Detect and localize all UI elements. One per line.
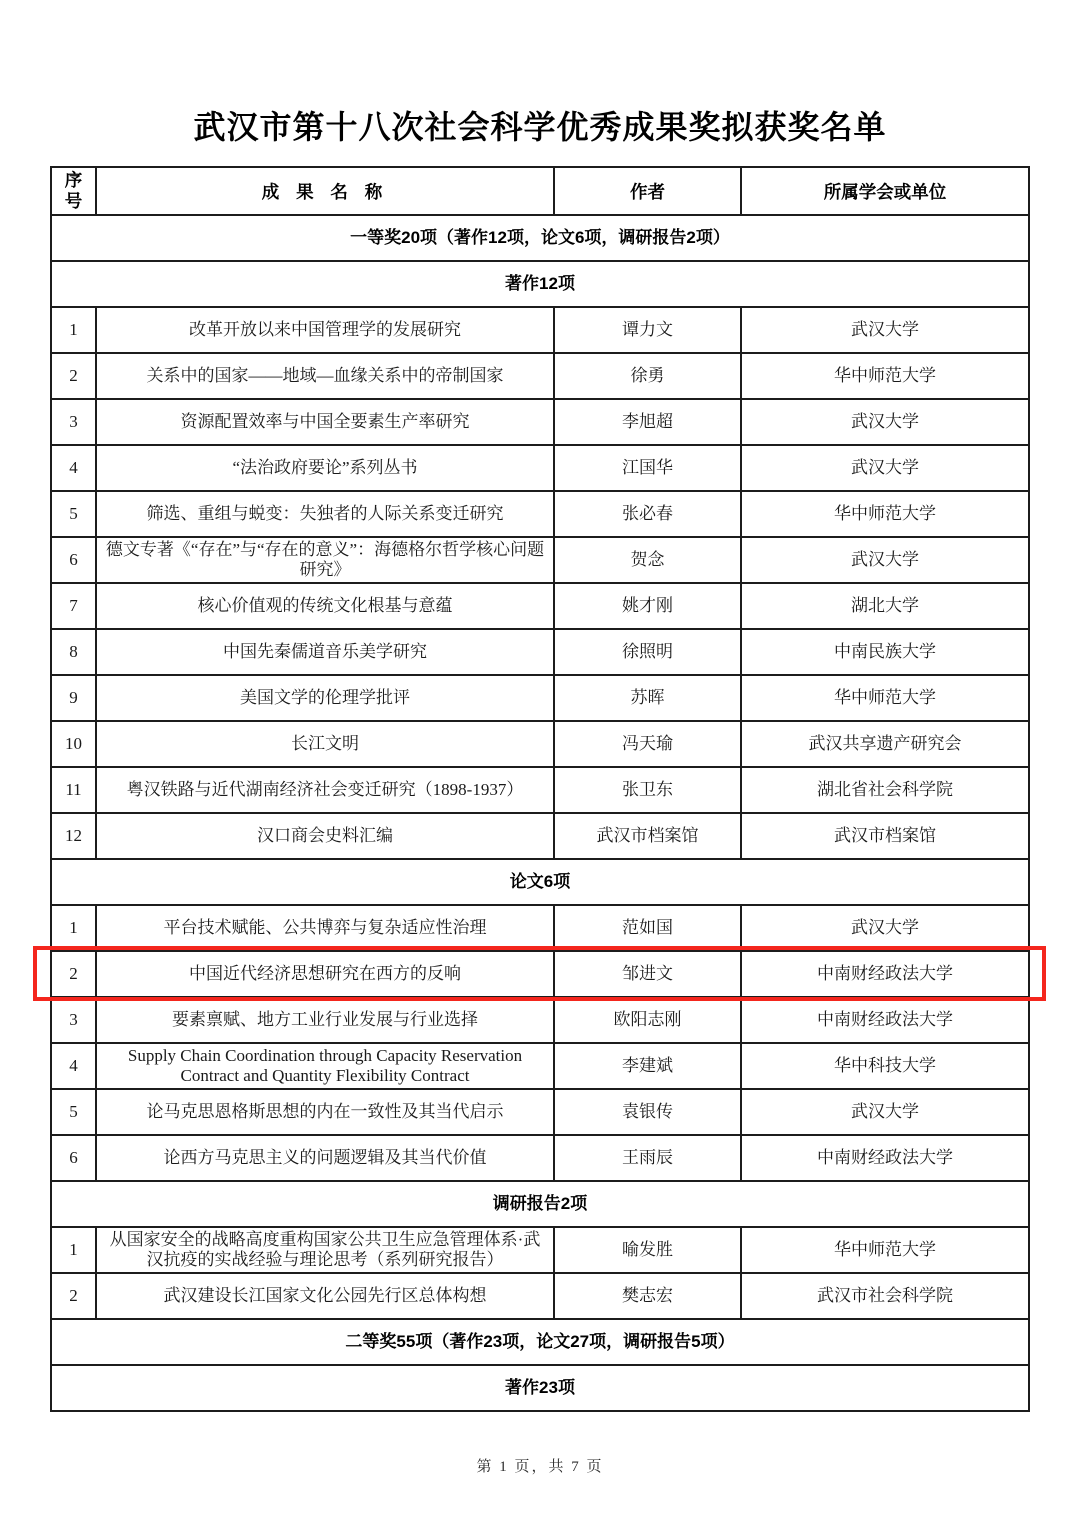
row-index-cell: 5 [51,1089,96,1135]
section-band-label: 调研报告2项 [51,1181,1029,1227]
unit-cell: 武汉共享遗产研究会 [741,721,1029,767]
unit-cell: 武汉大学 [741,537,1029,583]
table-row [51,1043,1029,1089]
column-header-unit: 所属学会或单位 [741,167,1029,215]
table-row [51,905,1029,951]
row-index-cell: 12 [51,813,96,859]
author-cell: 张卫东 [554,767,741,813]
section-band-label: 著作23项 [51,1365,1029,1411]
table-row [51,1089,1029,1135]
achievement-name-cell: 粤汉铁路与近代湖南经济社会变迁研究（1898-1937） [96,767,554,813]
section-band-label: 著作12项 [51,261,1029,307]
unit-cell: 武汉大学 [741,307,1029,353]
author-cell: 李旭超 [554,399,741,445]
achievement-name-cell: 论马克思恩格斯思想的内在一致性及其当代启示 [96,1089,554,1135]
achievement-name-cell: 德文专著《“存在”与“存在的意义”：海德格尔哲学核心问题研究》 [96,537,554,583]
row-index-cell: 6 [51,537,96,583]
table-row [51,307,1029,353]
page-number: 第 1 页，共 7 页 [476,1459,604,1475]
unit-cell: 华中师范大学 [741,1227,1029,1273]
unit-cell: 武汉市社会科学院 [741,1273,1029,1319]
column-header-index [51,167,96,215]
table-row [51,813,1029,859]
row-index-cell: 7 [51,583,96,629]
achievement-name-cell: “法治政府要论”系列丛书 [96,445,554,491]
section-band-label: 一等奖20项（著作12项，论文6项，调研报告2项） [51,215,1029,261]
author-cell: 袁银传 [554,1089,741,1135]
row-index-cell: 8 [51,629,96,675]
table-row [51,583,1029,629]
unit-cell: 武汉大学 [741,399,1029,445]
author-cell: 樊志宏 [554,1273,741,1319]
achievement-name-cell: 平台技术赋能、公共博弈与复杂适应性治理 [96,905,554,951]
section-band-row [51,215,1029,261]
author-cell: 江国华 [554,445,741,491]
unit-cell: 中南财经政法大学 [741,951,1029,997]
achievement-name-cell: 改革开放以来中国管理学的发展研究 [96,307,554,353]
table-row [51,629,1029,675]
author-cell: 武汉市档案馆 [554,813,741,859]
achievement-name-cell: 中国先秦儒道音乐美学研究 [96,629,554,675]
row-index-cell: 2 [51,353,96,399]
achievement-name-cell: 要素禀赋、地方工业行业发展与行业选择 [96,997,554,1043]
section-band-label: 论文6项 [51,859,1029,905]
author-cell: 苏晖 [554,675,741,721]
row-index-cell: 10 [51,721,96,767]
section-band-row [51,1319,1029,1365]
row-index-cell: 4 [51,445,96,491]
row-index-cell: 1 [51,307,96,353]
section-band-row [51,859,1029,905]
author-cell: 欧阳志刚 [554,997,741,1043]
achievement-name-cell: 核心价值观的传统文化根基与意蕴 [96,583,554,629]
unit-cell: 武汉大学 [741,445,1029,491]
row-index-cell: 5 [51,491,96,537]
row-index-cell: 1 [51,1227,96,1273]
achievement-name-cell: 论西方马克思主义的问题逻辑及其当代价值 [96,1135,554,1181]
achievement-name-cell: 关系中的国家——地域—血缘关系中的帝制国家 [96,353,554,399]
unit-cell: 中南财经政法大学 [741,1135,1029,1181]
author-cell: 李建斌 [554,1043,741,1089]
achievement-name-cell: 美国文学的伦理学批评 [96,675,554,721]
unit-cell: 武汉大学 [741,905,1029,951]
table-row [51,767,1029,813]
unit-cell: 华中科技大学 [741,1043,1029,1089]
page-title: 武汉市第十八次社会科学优秀成果奖拟获奖名单 [193,109,887,145]
unit-cell: 华中师范大学 [741,675,1029,721]
unit-cell: 湖北大学 [741,583,1029,629]
row-index-cell: 6 [51,1135,96,1181]
section-band-label: 二等奖55项（著作23项，论文27项，调研报告5项） [51,1319,1029,1365]
achievement-name-cell: Supply Chain Coordination through Capacity Reservation Contract and Quantity Flexibility Contract [96,1043,554,1089]
achievement-name-cell: 资源配置效率与中国全要素生产率研究 [96,399,554,445]
column-header-author: 作者 [554,167,741,215]
table-row [51,1273,1029,1319]
author-cell: 张必春 [554,491,741,537]
author-cell: 邹进文 [554,951,741,997]
unit-cell: 武汉大学 [741,1089,1029,1135]
table-row [51,353,1029,399]
author-cell: 谭力文 [554,307,741,353]
section-band-row [51,261,1029,307]
award-table [50,166,1030,1412]
author-cell: 徐照明 [554,629,741,675]
table-row [51,537,1029,583]
section-band-row [51,1181,1029,1227]
author-cell: 贺念 [554,537,741,583]
table-row [51,491,1029,537]
achievement-name-cell: 从国家安全的战略高度重构国家公共卫生应急管理体系·武汉抗疫的实战经验与理论思考（系列研究报告） [96,1227,554,1273]
row-index-cell: 3 [51,997,96,1043]
row-index-cell: 11 [51,767,96,813]
table-header-row [51,167,1029,215]
author-cell: 姚才刚 [554,583,741,629]
unit-cell: 中南财经政法大学 [741,997,1029,1043]
table-row [51,1227,1029,1273]
table-row [51,675,1029,721]
row-index-cell: 1 [51,905,96,951]
author-cell: 喻发胜 [554,1227,741,1273]
row-index-cell: 2 [51,1273,96,1319]
row-index-cell: 2 [51,951,96,997]
unit-cell: 武汉市档案馆 [741,813,1029,859]
column-header-index-label: 序号 [64,170,83,211]
unit-cell: 中南民族大学 [741,629,1029,675]
table-row [51,1135,1029,1181]
row-index-cell: 4 [51,1043,96,1089]
achievement-name-cell: 中国近代经济思想研究在西方的反响 [96,951,554,997]
author-cell: 王雨辰 [554,1135,741,1181]
column-header-name: 成 果 名 称 [96,167,554,215]
unit-cell: 华中师范大学 [741,353,1029,399]
achievement-name-cell: 汉口商会史料汇编 [96,813,554,859]
table-row [51,721,1029,767]
author-cell: 徐勇 [554,353,741,399]
author-cell: 冯天瑜 [554,721,741,767]
row-index-cell: 9 [51,675,96,721]
unit-cell: 华中师范大学 [741,491,1029,537]
table-row [51,445,1029,491]
row-index-cell: 3 [51,399,96,445]
section-band-row [51,1365,1029,1411]
table-row [51,399,1029,445]
achievement-name-cell: 筛选、重组与蜕变：失独者的人际关系变迁研究 [96,491,554,537]
achievement-name-cell: 长江文明 [96,721,554,767]
unit-cell: 湖北省社会科学院 [741,767,1029,813]
author-cell: 范如国 [554,905,741,951]
table-row [51,997,1029,1043]
table-row [51,951,1029,997]
achievement-name-cell: 武汉建设长江国家文化公园先行区总体构想 [96,1273,554,1319]
